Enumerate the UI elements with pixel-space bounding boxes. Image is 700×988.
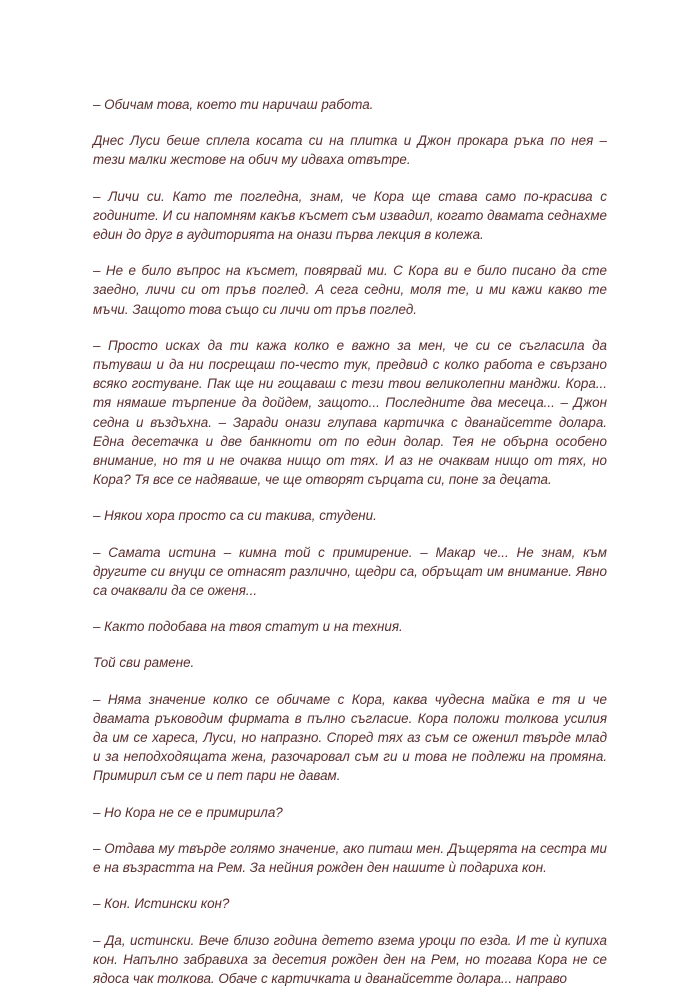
paragraph: – Просто исках да ти кажа колко е важно за мен, че си се съгласила да пътуваш и да ни посрещаш по-често тук, предвид с колко работа е свързано всяко гостуване. Пак ще ни гощаваш с тези твои великолепни манджи. Кора... тя нямаше търпение да дойдем, защото... Последните два месеца... – Джон седна и въздъхна. – Заради онази глупава картичка с дванайсетте долара. Една десетачка и две банкноти от по един долар. Тея не обърна особено внимание, но тя и не очаква нищо от тях. И аз не очаквам нищо от тях, но Кора? Тя все се надяваше, че ще отворят сърцата си, поне за децата.: [93, 337, 607, 488]
paragraph: – Отдава му твърде голямо значение, ако питаш мен. Дъщерята на сестра ми е на възрастта на Рем. За нейния рожден ден нашите ѝ подариха кон.: [93, 840, 607, 876]
paragraph: – Няма значение колко се обичаме с Кора, каква чудесна майка е тя и че двамата ръководим фирмата в пълно съгласие. Кора положи толкова усилия да им се хареса, Луси, но напразно. Според тях аз съм се оженил твърде млад и за неподходящата жена, разочаровал съм ги и това не подлежи на промяна. Примирил съм се и пет пари не давам.: [93, 691, 607, 784]
paragraph: – Както подобава на твоя статут и на техния.: [93, 619, 403, 635]
paragraph: – Личи си. Като те погледна, знам, че Кора ще става само по-красива с годините. И си напомням какъв късмет съм извадил, когато двамата седнахме един до друг в аудиторията на онази първа лекция в колежа.: [93, 188, 607, 243]
paragraph: – Кон. Истински кон?: [93, 896, 230, 912]
paragraph: Днес Луси беше сплела косата си на плитка и Джон прокара ръка по нея – тези малки жестове на обич му идваха отвътре.: [93, 133, 607, 168]
paragraph: Той сви рамене.: [93, 655, 195, 671]
paragraph: – Обичам това, което ти наричаш работа.: [93, 97, 374, 112]
body-text: [93, 95, 607, 988]
paragraph: – Да, истински. Вече близо година детето взема уроци по езда. И те ѝ купиха кон. Напълно забравиха за десетия рожден ден на Рем, но тогава Кора не се ядоса чак толкова. Обаче с картичката и дванайсетте долара... направо: [93, 932, 607, 986]
paragraph: – Самата истина – кимна той с примирение. – Макар че... Не знам, към другите си внуци се отнасят различно, щедри са, обръщат им внимание. Явно са очаквали да се оженя...: [93, 544, 607, 599]
paragraph: – Но Кора не се е примирила?: [93, 804, 283, 820]
paragraph: – Не е било въпрос на късмет, повярвай ми. С Кора ви е било писано да сте заедно, личи си от пръв поглед. А сега седни, моля те, и ми кажи какво те мъчи. Защото това също си личи от пръв поглед.: [93, 263, 607, 317]
paragraph: – Някои хора просто са си такива, студени.: [93, 508, 377, 524]
